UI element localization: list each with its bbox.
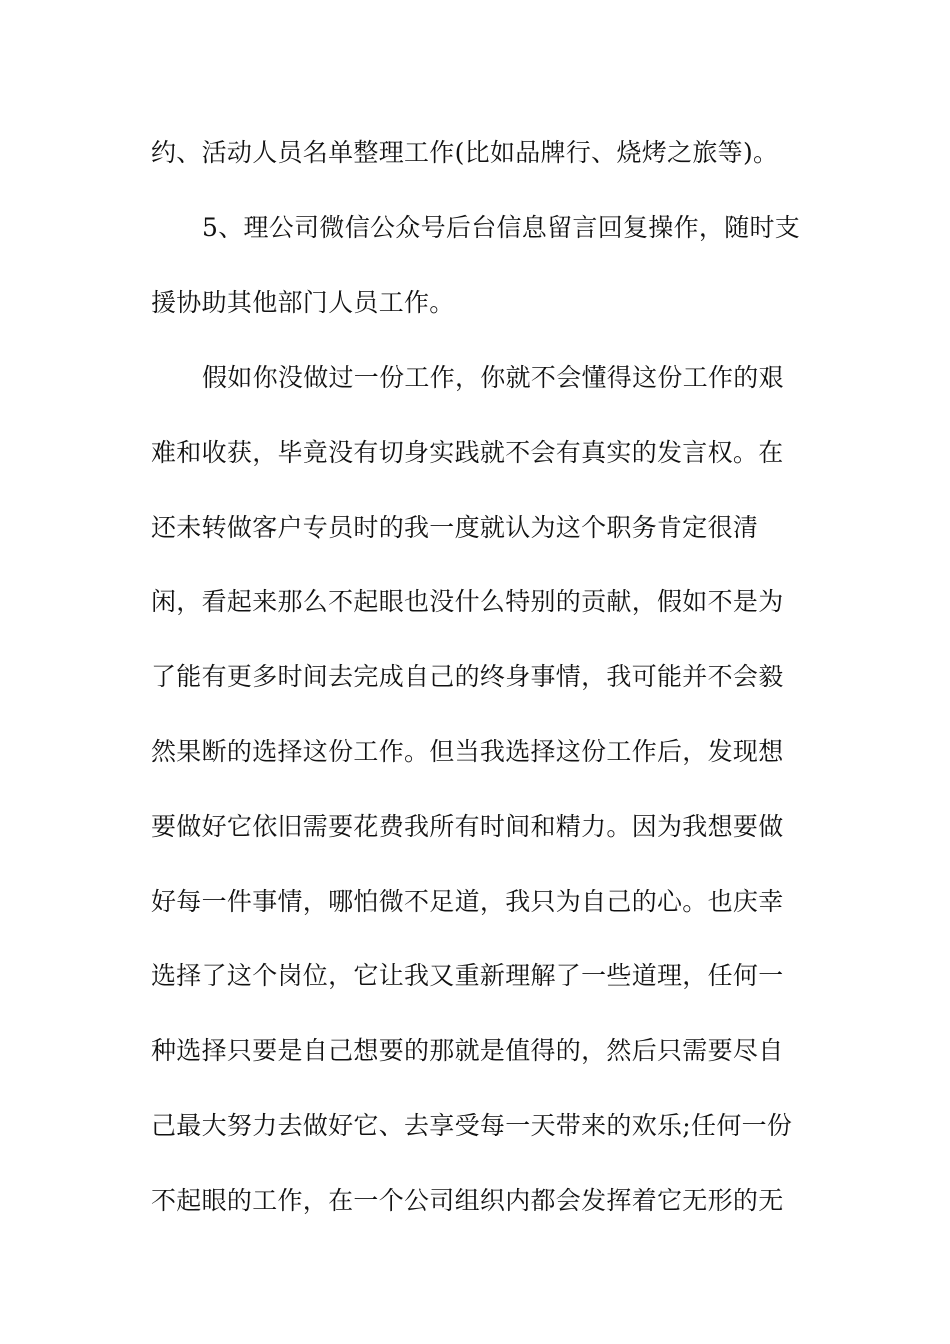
text-line: 好每一件事情，哪怕微不足道，我只为自己的心。也庆幸 (151, 887, 784, 916)
text-line: 种选择只要是自己想要的那就是值得的，然后只需要尽自 (151, 1036, 784, 1065)
text-line: 己最大努力去做好它、去享受每一天带来的欢乐;任何一份 (151, 1111, 793, 1140)
text-line: 难和收获，毕竟没有切身实践就不会有真实的发言权。在 (151, 438, 784, 467)
text-line: 要做好它依旧需要花费我所有时间和精力。因为我想要做 (151, 812, 784, 841)
text-line: 了能有更多时间去完成自己的终身事情，我可能并不会毅 (151, 662, 784, 691)
text-line: 不起眼的工作，在一个公司组织内都会发挥着它无形的无 (151, 1186, 784, 1215)
paragraph-start-line: 5、理公司微信公众号后台信息留言回复操作，随时支 (202, 213, 801, 242)
text-line: 约、活动人员名单整理工作(比如品牌行、烧烤之旅等)。 (151, 138, 779, 167)
text-line: 援协助其他部门人员工作。 (151, 288, 455, 317)
text-line: 选择了这个岗位，它让我又重新理解了一些道理，任何一 (151, 961, 784, 990)
text-line: 然果断的选择这份工作。但当我选择这份工作后，发现想 (151, 737, 784, 766)
text-line: 还未转做客户专员时的我一度就认为这个职务肯定很清 (151, 513, 759, 542)
paragraph-start-line: 假如你没做过一份工作，你就不会懂得这份工作的艰 (202, 363, 784, 392)
text-line: 闲，看起来那么不起眼也没什么特别的贡献，假如不是为 (151, 587, 784, 616)
